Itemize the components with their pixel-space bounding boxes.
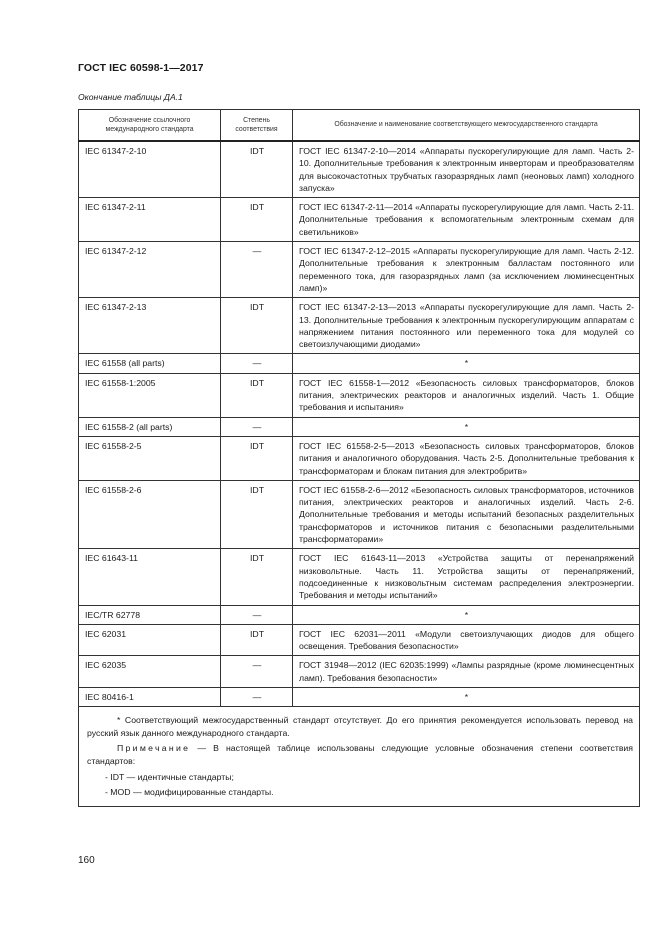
title-cell: * bbox=[293, 605, 640, 624]
status-cell: IDT bbox=[221, 298, 293, 354]
column-header-title: Обозначение и наименование соответствующего межгосударственного стандарта bbox=[293, 110, 640, 142]
status-cell: IDT bbox=[221, 141, 293, 198]
table-row bbox=[79, 656, 640, 688]
note-list-item: - MOD — модифицированные стандарты. bbox=[105, 787, 274, 798]
note-list-item: - IDT — идентичные стандарты; bbox=[105, 771, 234, 782]
table-row bbox=[79, 198, 640, 242]
title-cell: ГОСТ IEC 61558-2-5—2013 «Безопасность силовых трансформаторов, блоков питания и аналогичного оборудования. Часть 2-5. Дополнительные требования к трансформаторам и блокам питания для электробритв» bbox=[293, 436, 640, 480]
title-cell: ГОСТ IEC 61347-2-12–2015 «Аппараты пускорегулирующие для ламп. Часть 2-12. Дополнительные требования к электронным балластам постоянного или переменного тока, для газоразрядных ламп (за исключением люминесцентных ламп)» bbox=[293, 242, 640, 298]
title-cell: * bbox=[293, 687, 640, 706]
table-row bbox=[79, 141, 640, 198]
table-row bbox=[79, 354, 640, 373]
footnote-star-text: * Соответствующий межгосударственный стандарт отсутствует. До его принятия рекомендуется использовать перевод на русский язык данного международного стандарта. bbox=[87, 715, 633, 738]
standards-table bbox=[78, 109, 640, 807]
table-row bbox=[79, 298, 640, 354]
footnote-row bbox=[79, 707, 640, 807]
status-cell: IDT bbox=[221, 480, 293, 548]
table-row bbox=[79, 417, 640, 436]
status-cell: — bbox=[221, 605, 293, 624]
status-cell: IDT bbox=[221, 624, 293, 656]
table-row bbox=[79, 549, 640, 605]
status-cell: — bbox=[221, 242, 293, 298]
reference-cell: IEC 61347-2-12 bbox=[79, 242, 221, 298]
title-cell: ГОСТ IEC 61347-2-10—2014 «Аппараты пускорегулирующие для ламп. Часть 2-10. Дополнительные требования к электронным инверторам и преобразователям для высокочастотных трубчатых газоразрядных ламп (неоновых ламп) холодного запуска» bbox=[293, 141, 640, 198]
column-header-reference: Обозначение ссылочного международного стандарта bbox=[79, 110, 221, 142]
table-row bbox=[79, 436, 640, 480]
reference-cell: IEC 80416-1 bbox=[79, 687, 221, 706]
reference-cell: IEC 61643-11 bbox=[79, 549, 221, 605]
table-body bbox=[79, 141, 640, 707]
reference-cell: IEC 61347-2-13 bbox=[79, 298, 221, 354]
status-cell: IDT bbox=[221, 373, 293, 417]
table-row bbox=[79, 605, 640, 624]
reference-cell: IEC/TR 62778 bbox=[79, 605, 221, 624]
title-cell: ГОСТ IEC 61558-2-6—2012 «Безопасность силовых трансформаторов, источников питания, электрических реакторов и аналогичных изделий. Часть 2-6. Дополнительные требования и методы испытаний безопасных разделительных трансформаторов и источников питания с безопасными разделительными трансформаторами» bbox=[293, 480, 640, 548]
table-row bbox=[79, 373, 640, 417]
table-row bbox=[79, 242, 640, 298]
reference-cell: IEC 61347-2-10 bbox=[79, 141, 221, 198]
reference-cell: IEC 61558-2-6 bbox=[79, 480, 221, 548]
table-header-row bbox=[79, 110, 640, 142]
reference-cell: IEC 61558-2 (all parts) bbox=[79, 417, 221, 436]
status-cell: — bbox=[221, 656, 293, 688]
status-cell: IDT bbox=[221, 549, 293, 605]
table-row bbox=[79, 480, 640, 548]
note-paragraph bbox=[87, 742, 633, 767]
title-cell: ГОСТ IEC 62031—2011 «Модули светоизлучающих диодов для общего освещения. Требования безопасности» bbox=[293, 624, 640, 656]
status-cell: — bbox=[221, 417, 293, 436]
table-row bbox=[79, 687, 640, 706]
title-cell: * bbox=[293, 417, 640, 436]
page-number: 160 bbox=[78, 855, 95, 866]
status-cell: IDT bbox=[221, 198, 293, 242]
status-cell: — bbox=[221, 354, 293, 373]
status-cell: — bbox=[221, 687, 293, 706]
footnote-cell bbox=[79, 707, 640, 807]
reference-cell: IEC 62035 bbox=[79, 656, 221, 688]
title-cell: ГОСТ IEC 61558-1—2012 «Безопасность силовых трансформаторов, блоков питания, электрических реакторов и аналогичных изделий. Часть 1. Общие требования и испытания» bbox=[293, 373, 640, 417]
reference-cell: IEC 61558 (all parts) bbox=[79, 354, 221, 373]
table-caption: Окончание таблицы ДА.1 bbox=[78, 92, 183, 102]
reference-cell: IEC 61558-2-5 bbox=[79, 436, 221, 480]
table-row bbox=[79, 624, 640, 656]
title-cell: ГОСТ IEC 61347-2-13—2013 «Аппараты пускорегулирующие для ламп. Часть 2-13. Дополнительные требования к электронным пускорегулирующим аппаратам с напряжением питания постоянного или переменного тока для модулей со светоизлучающими диодами» bbox=[293, 298, 640, 354]
title-cell: ГОСТ IEC 61643-11—2013 «Устройства защиты от перенапряжений низковольтные. Часть 11. Устройства защиты от перенапряжений, подсоединенные к низковольтным системам распределения электроэнергии. Требования и методы испытаний» bbox=[293, 549, 640, 605]
note-label: Примечание bbox=[117, 743, 191, 754]
standards-table-container bbox=[78, 109, 639, 807]
note-list bbox=[87, 771, 633, 799]
document-header: ГОСТ IEC 60598-1—2017 bbox=[78, 62, 204, 74]
reference-cell: IEC 61558-1:2005 bbox=[79, 373, 221, 417]
status-cell: IDT bbox=[221, 436, 293, 480]
title-cell: ГОСТ 31948—2012 (IEC 62035:1999) «Лампы разрядные (кроме люминесцентных ламп). Требования безопасности» bbox=[293, 656, 640, 688]
note-text: — В настоящей таблице использованы следующие условные обозначения степени соответствия стандартов: bbox=[87, 743, 633, 767]
title-cell: ГОСТ IEC 61347-2-11—2014 «Аппараты пускорегулирующие для ламп. Часть 2-11. Дополнительные требования к вспомогательным электронным схемам для светильников» bbox=[293, 198, 640, 242]
reference-cell: IEC 61347-2-11 bbox=[79, 198, 221, 242]
title-cell: * bbox=[293, 354, 640, 373]
column-header-status: Степень соответствия bbox=[221, 110, 293, 142]
reference-cell: IEC 62031 bbox=[79, 624, 221, 656]
